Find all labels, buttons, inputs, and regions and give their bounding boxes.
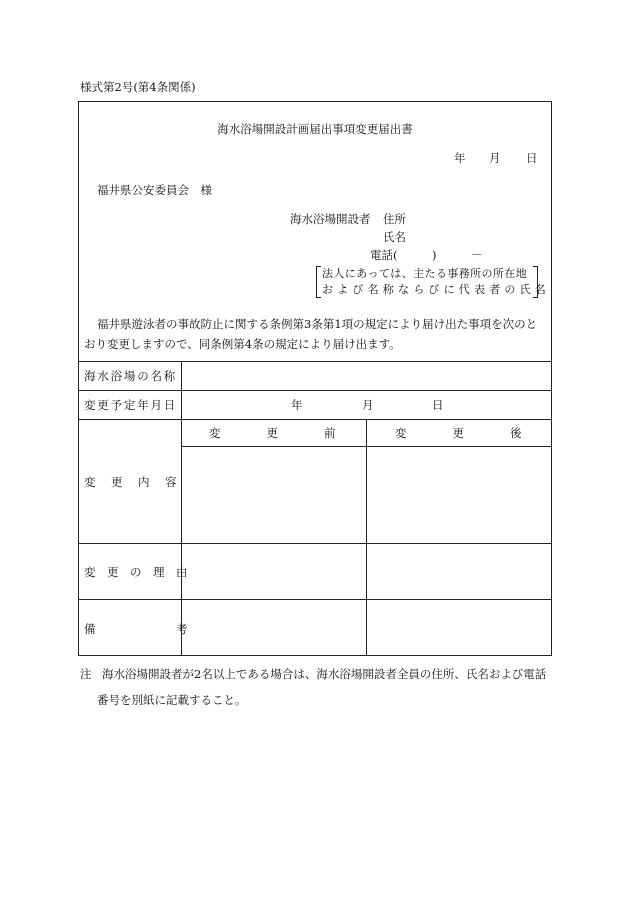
corporate-note-line1: 法人にあっては、主たる事務所の所在地 [322, 267, 528, 280]
name-label: 氏名 [383, 230, 406, 244]
body-line2: おり変更しますので、同条例第4条の規定により届け出ます。 [84, 337, 401, 351]
row-line-1 [78, 390, 552, 391]
addressee: 福井県公安委員会 様 [97, 183, 212, 197]
footnote-marker: 注 [80, 667, 92, 681]
date-year-label: 年 [454, 151, 466, 165]
label-column-line [181, 361, 182, 656]
applicant-role: 海水浴場開設者 [290, 212, 371, 226]
form-title: 海水浴場開設計画届出事項変更届出書 [217, 122, 413, 136]
beach-name-label: 海水浴場の名称 [84, 369, 178, 383]
after-label: 変 更 後 [395, 426, 522, 440]
change-date-month: 月 [362, 398, 374, 412]
footnote-line1: 海水浴場開設者が2名以上である場合は、海水浴場開設者全員の住所、氏名および電話 [102, 667, 547, 681]
phone-label: 電話( ) － [370, 248, 483, 262]
subheader-line [182, 446, 552, 447]
change-date-day: 日 [432, 398, 444, 412]
change-date-year: 年 [291, 398, 303, 412]
corporate-note-line2: および名称ならびに代表者の氏名 [322, 283, 550, 296]
row-line-2 [78, 419, 552, 420]
date-month-label: 月 [489, 151, 501, 165]
change-content-label: 変 更 内 容 [84, 475, 179, 489]
left-bracket [316, 266, 321, 298]
form-number: 様式第2号(第4条関係) [80, 80, 196, 94]
date-day-label: 日 [526, 151, 538, 165]
row-line-4 [78, 599, 552, 600]
change-date-label: 変更予定年月日 [84, 398, 178, 412]
address-label: 住所 [383, 212, 406, 226]
before-after-divider [366, 419, 367, 656]
footnote-line2: 番号を別紙に記載すること。 [97, 693, 247, 707]
body-line1: 福井県遊泳者の事故防止に関する条例第3条第1項の規定により届け出た事項を次のと [97, 317, 538, 331]
reason-label: 変 更 の 理 由 [84, 565, 188, 579]
before-label: 変 更 前 [209, 426, 336, 440]
remarks-label: 備 考 [84, 622, 188, 636]
table-top-line [78, 361, 552, 362]
row-line-3 [78, 543, 552, 544]
